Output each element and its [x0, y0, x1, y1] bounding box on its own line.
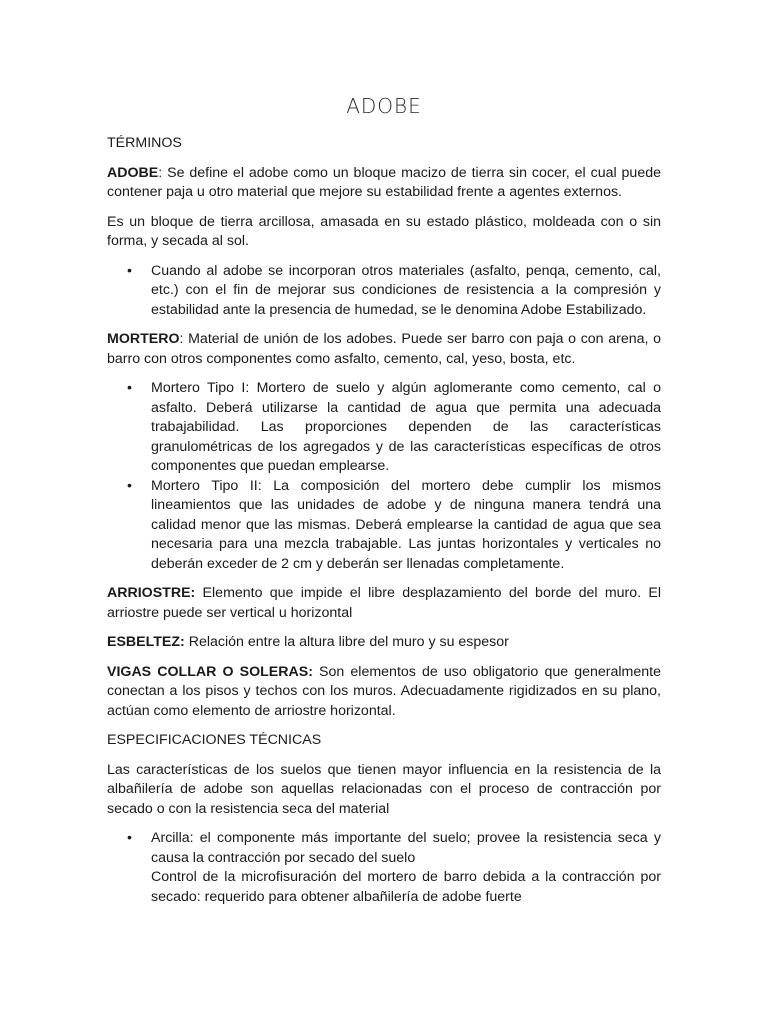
document-title: ADOBE [346, 94, 422, 118]
term-esbeltez: ESBELTEZ: [107, 634, 185, 650]
term-mortero: MORTERO [107, 331, 180, 347]
definition-adobe-text: : Se define el adobe como un bloque macizo de tierra sin cocer, el cual puede contener paja u otro material que mejore su estabilidad frente a agentes externos. [107, 164, 661, 200]
definition-vigas-text: Son elementos de uso obligatorio que generalmente conectan a los pisos y techos con los muros. Adecuadamente rigidizados en su plano, actúan como elemento de arriostre horizontal. [107, 663, 661, 719]
definition-mortero [107, 330, 661, 369]
definition-adobe [107, 164, 661, 203]
arcilla-line-2: Control de la microfisuración del mortero de barro debida a la contracción por secado: requerido para obtener albañilería de adobe fuerte [151, 869, 661, 905]
mortero-bullet-list [107, 379, 661, 574]
term-vigas: VIGAS COLLAR O SOLERAS: [107, 663, 313, 680]
definition-arriostre-text: Elemento que impide el libre desplazamiento del borde del muro. El arriostre puede ser vertical u horizontal [107, 585, 661, 621]
term-adobe: ADOBE [107, 164, 159, 181]
section-heading-terminos: TÉRMINOS [107, 135, 182, 151]
definition-mortero-text: : Material de unión de los adobes. Puede ser barro con paja o con arena, o barro con otros componentes como asfalto, cemento, cal, yeso, bosta, etc. [107, 331, 661, 367]
definition-vigas [107, 663, 661, 722]
definition-arriostre [107, 584, 661, 623]
document-body [107, 134, 661, 907]
list-item: • Mortero Tipo I: Mortero de suelo y algún aglomerante como cemento, cal o asfalto. Deberá utilizarse la cantidad de agua que permita una adecuada trabajabilidad. Las proporciones dependen de las características granulométricas de los agregados y de las características específicas de otros componentes que puedan emplearse. [107, 379, 661, 477]
list-item [107, 829, 661, 907]
especificaciones-paragraph: Las características de los suelos que tienen mayor influencia en la resistencia de la albañilería de adobe son aquellas relacionadas con el proceso de contracción por secado o con la resistencia seca del material [107, 761, 661, 817]
arcilla-line-1: Arcilla: el componente más importante del suelo; provee la resistencia seca y causa la contracción por secado del suelo [151, 830, 661, 866]
definition-esbeltez-text: Relación entre la altura libre del muro y su espesor [184, 634, 509, 650]
term-arriostre: ARRIOSTRE: [107, 585, 196, 601]
arcilla-bullet-list [107, 829, 661, 907]
adobe-bullet-list [107, 262, 661, 321]
list-item: • Cuando al adobe se incorporan otros materiales (asfalto, penqa, cemento, cal, etc.) con el fin de mejorar sus condiciones de resistencia a la compresión y estabilidad ante la presencia de humedad, se le denomina Adobe Estabilizado. [107, 262, 661, 321]
adobe-paragraph: Es un bloque de tierra arcillosa, amasada en su estado plástico, moldeada con o sin forma, y secada al sol. [107, 213, 661, 249]
section-heading-especificaciones: ESPECIFICACIONES TÉCNICAS [107, 732, 322, 748]
list-item: • Mortero Tipo II: La composición del mortero debe cumplir los mismos lineamientos que las unidades de adobe y de ninguna manera tendrá una calidad menor que las mismas. Deberá emplearse la cantidad de agua que sea necesaria para una mezcla trabajable. Las juntas horizontales y verticales no deberán exceder de 2 cm y deberán ser llenadas completamente. [107, 477, 661, 575]
definition-esbeltez [107, 633, 661, 653]
